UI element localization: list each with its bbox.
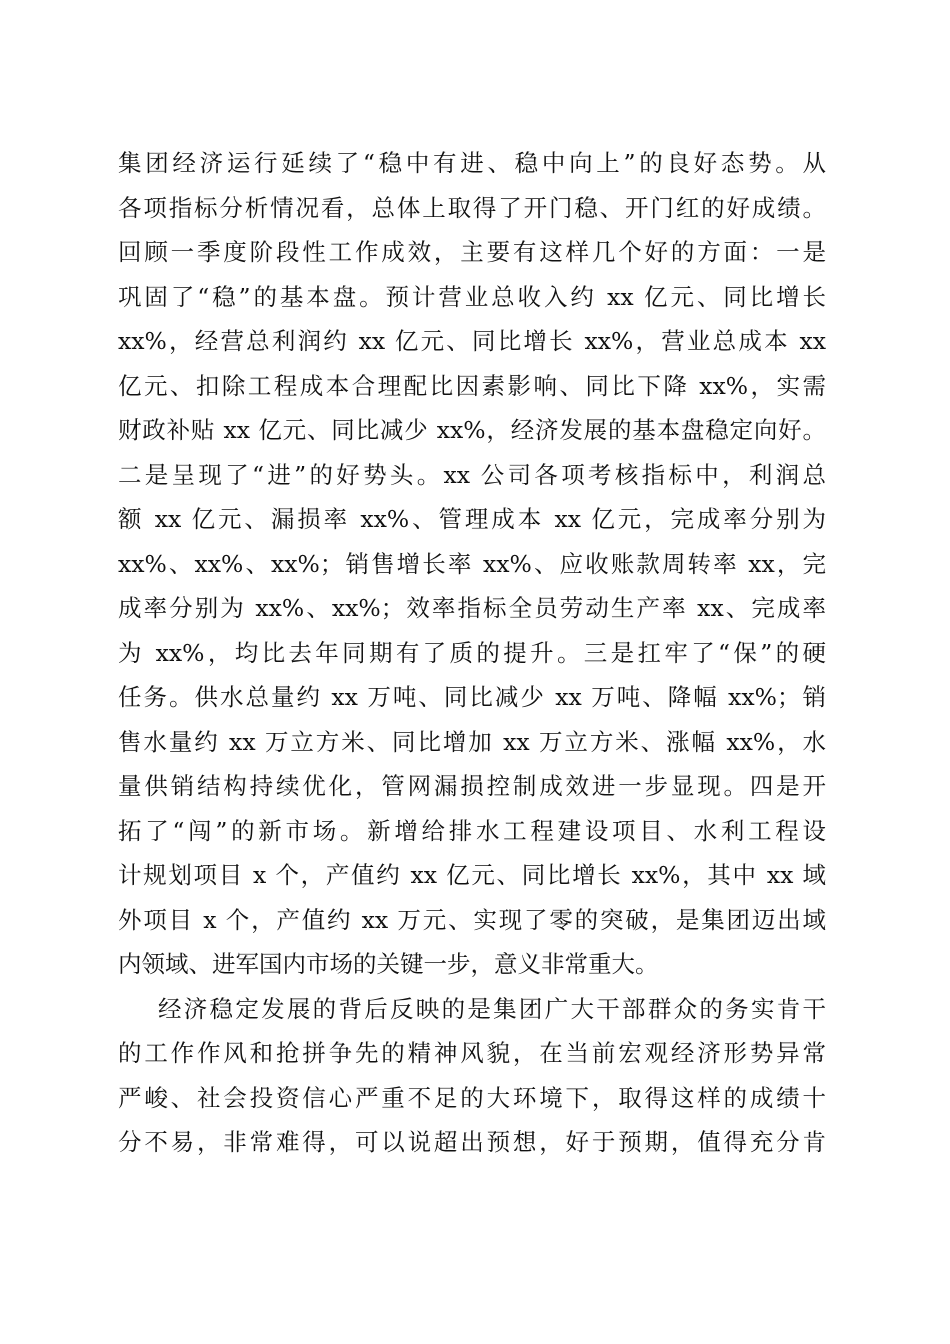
paragraph-line: 财政补贴 xx 亿元、同比减少 xx%，经济发展的基本盘稳定向好。	[118, 416, 826, 444]
paragraph-line: 分不易，非常难得，可以说超出预想，好于预期，值得充分肯	[118, 1128, 826, 1156]
paragraph-line: 二是呈现了“进”的好势头。xx 公司各项考核指标中，利润总	[118, 460, 826, 489]
document-page	[118, 141, 826, 1165]
paragraph-line: 的工作作风和抢拼争先的精神风貌，在当前宏观经济形势异常	[118, 1039, 826, 1067]
paragraph-line: 集团经济运行延续了“稳中有进、稳中向上”的良好态势。从	[118, 149, 826, 177]
paragraph-line: 各项指标分析情况看，总体上取得了开门稳、开门红的好成绩。	[118, 193, 826, 222]
paragraph-line: 严峻、社会投资信心严重不足的大环境下，取得这样的成绩十	[118, 1083, 826, 1112]
paragraph-line: 经济稳定发展的背后反映的是集团广大干部群众的务实肯干	[158, 994, 826, 1023]
paragraph-line: 巩固了“稳”的基本盘。预计营业总收入约 xx 亿元、同比增长	[118, 282, 826, 311]
paragraph-line: 为 xx%，均比去年同期有了质的提升。三是扛牢了“保”的硬	[118, 638, 826, 667]
paragraph-line: 任务。供水总量约 xx 万吨、同比减少 xx 万吨、降幅 xx%；销	[118, 683, 826, 711]
paragraph-line: 额 xx 亿元、漏损率 xx%、管理成本 xx 亿元，完成率分别为	[118, 505, 826, 533]
paragraph-line: 拓了“闯”的新市场。新增给排水工程建设项目、水利工程设	[118, 816, 826, 845]
paragraph-line: 成率分别为 xx%、xx%；效率指标全员劳动生产率 xx、完成率	[118, 594, 826, 622]
paragraph-line: 售水量约 xx 万立方米、同比增加 xx 万立方米、涨幅 xx%，水	[118, 727, 826, 756]
paragraph-line: 回顾一季度阶段性工作成效，主要有这样几个好的方面：一是	[118, 238, 826, 266]
paragraph-line: 亿元、扣除工程成本合理配比因素影响、同比下降 xx%，实需	[118, 371, 826, 400]
paragraph-line: 外项目 x 个，产值约 xx 万元、实现了零的突破，是集团迈出域	[118, 905, 826, 934]
paragraph-line: xx%，经营总利润约 xx 亿元、同比增长 xx%，营业总成本 xx	[118, 327, 826, 355]
paragraph-line: 计规划项目 x 个，产值约 xx 亿元、同比增长 xx%，其中 xx 域	[118, 861, 826, 889]
paragraph-line: xx%、xx%、xx%；销售增长率 xx%、应收账款周转率 xx，完	[118, 549, 826, 578]
paragraph-line: 内领域、进军国内市场的关键一步，意义非常重大。	[118, 950, 659, 978]
paragraph-line: 量供销结构持续优化，管网漏损控制成效进一步显现。四是开	[118, 772, 826, 800]
